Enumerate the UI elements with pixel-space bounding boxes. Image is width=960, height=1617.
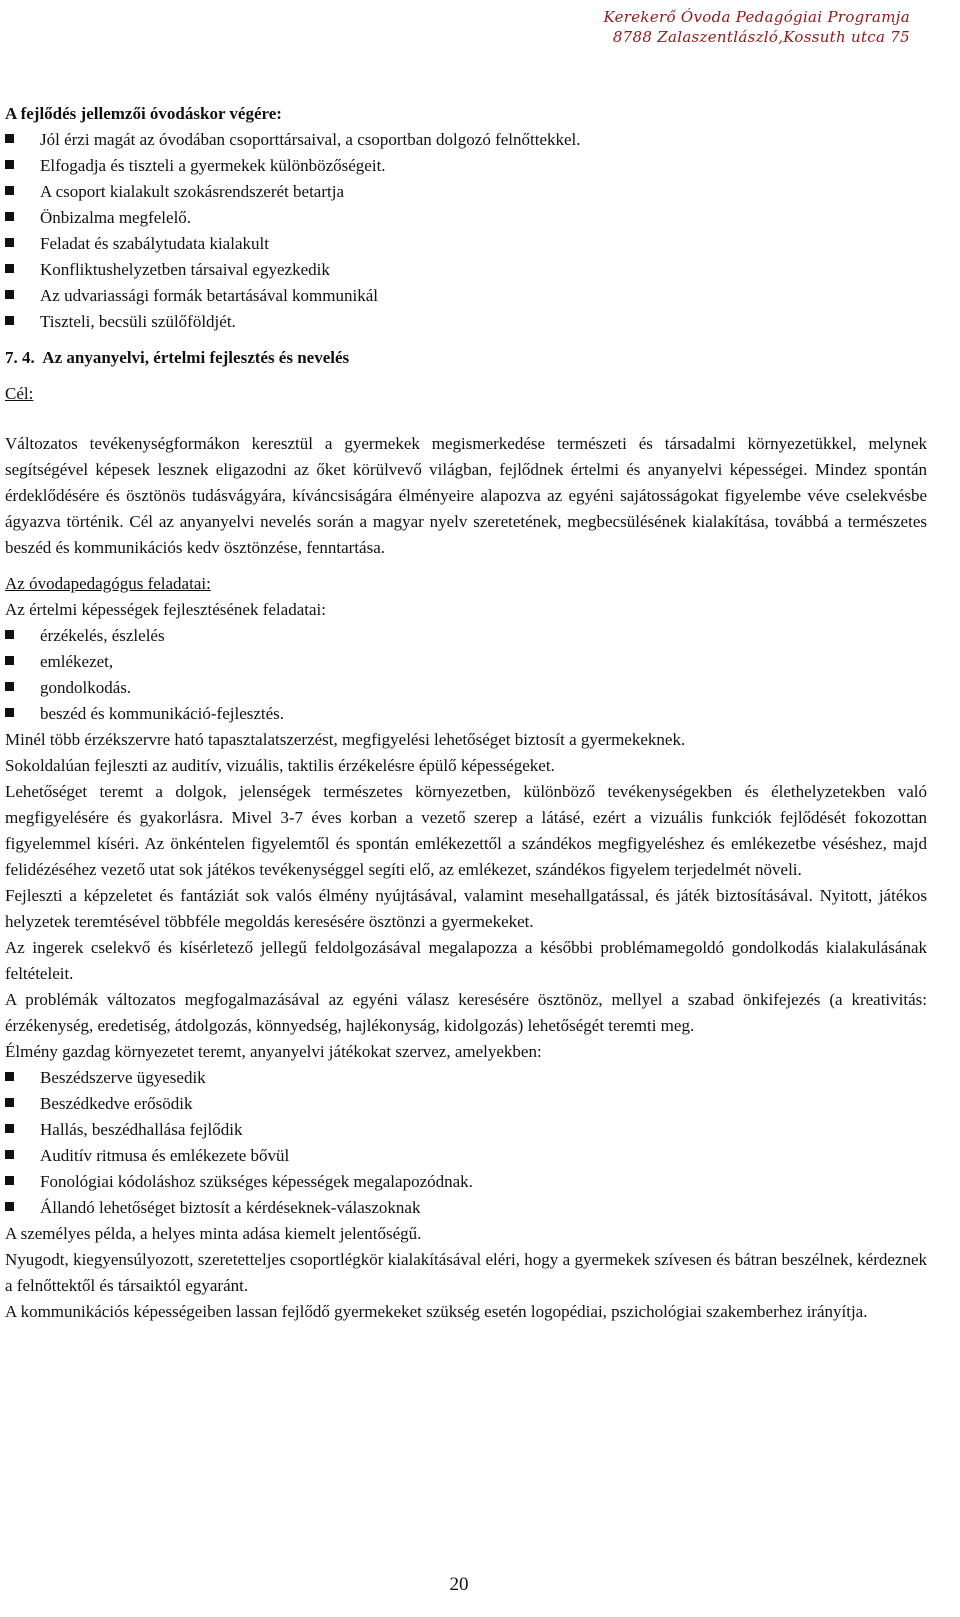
spacer [5,561,927,571]
document-body [5,101,927,1325]
tasks-label: Az óvodapedagógus feladatai: [5,574,211,593]
closing-paragraph: Nyugodt, kiegyensúlyozott, szeretetteljes csoportlégkör kialakításával eléri, hogy a gyermekek szívesen és bátran beszélnek, kérdeznek a felnőttektől és társaiktól egyaránt. [5,1250,927,1295]
spacer [5,371,927,381]
square-bullet-icon [5,212,14,221]
list-item: Konfliktushelyzetben társaival egyezkedik [5,257,927,283]
list-item: emlékezet, [5,649,927,675]
square-bullet-icon [5,1098,14,1107]
square-bullet-icon [5,134,14,143]
list-item: érzékelés, észlelés [5,623,927,649]
list-item: beszéd és kommunikáció-fejlesztés. [5,701,927,727]
header-institution: Kerekerő Óvoda Pedagógiai Programja [603,8,910,26]
section-heading: 7. 4. Az anyanyelvi, értelmi fejlesztés és nevelés [5,348,350,367]
list-item: Állandó lehetőséget biztosít a kérdéseknek-válaszoknak [5,1195,927,1221]
square-bullet-icon [5,682,14,691]
square-bullet-icon [5,1150,14,1159]
body-paragraph: Fejleszti a képzeletet és fantáziát sok valós élmény nyújtásával, valamint mesehallgatással, és játék biztosításával. Nyitott, játékos helyzetek teremtésével többféle megoldás keresésére ösztönzi a gyermekeket. [5,886,927,931]
tasks-list [5,623,927,727]
square-bullet-icon [5,316,14,325]
body-paragraph: Élmény gazdag környezetet teremt, anyanyelvi játékokat szervez, amelyekben: [5,1042,542,1061]
list-item: Hallás, beszédhallása fejlődik [5,1117,927,1143]
square-bullet-icon [5,238,14,247]
page-number: 20 [449,1574,469,1595]
body-paragraph: Lehetőséget teremt a dolgok, jelenségek természetes környezetben, különböző tevékenységekben és élethelyzetekben való megfigyelésére és gyakorlásra. Mivel 3-7 éves korban a vezető szerep a látásé, ezért a vizuális funkciók fejlődését fokozottan figyelemmel kíséri. Az önkéntelen figyelemtől és spontán emlékezettől a szándékos megfigyeléshez és emlékezetbe véséshez, majd felidézéséhez vezető utat sok játékos tevékenységgel segíti elő, az emlékezet, szándékos figyelem terjedelmét növeli. [5,782,927,879]
list-item: A csoport kialakult szokásrendszerét betartja [5,179,927,205]
body-paragraph: Minél több érzékszervre ható tapasztalatszerzést, megfigyelési lehetőséget biztosít a gyermekeknek. [5,730,686,749]
list-item: Beszédszerve ügyesedik [5,1065,927,1091]
list-item: Auditív ritmusa és emlékezete bővül [5,1143,927,1169]
list-item: Tiszteli, becsüli szülőföldjét. [5,309,927,335]
square-bullet-icon [5,1176,14,1185]
list-item: Az udvariassági formák betartásával kommunikál [5,283,927,309]
closing-paragraph: A személyes példa, a helyes minta adása kiemelt jelentőségű. [5,1224,422,1243]
list-item: Elfogadja és tiszteli a gyermekek különbözőségeit. [5,153,927,179]
body-paragraph: Az ingerek cselekvő és kísérletező jellegű feldolgozásával megalapozza a későbbi problémamegoldó gondolkodás kialakulásának feltételeit. [5,938,927,983]
development-list [5,127,927,335]
list-item: Jól érzi magát az óvodában csoporttársaival, a csoportban dolgozó felnőttekkel. [5,127,927,153]
list-item: Fonológiai kódoláshoz szükséges képességek megalapozódnak. [5,1169,927,1195]
list-item: Önbizalma megfelelő. [5,205,927,231]
development-title: A fejlődés jellemzői óvodáskor végére: [5,104,282,123]
goal-paragraph: Változatos tevékenységformákon keresztül a gyermekek megismerkedése természeti és társadalmi környezetükkel, melynek segítségével képesek lesznek eligazodni az őket körülvevő világban, fejlődnek értelmi és anyanyelvi képességei. Mindez spontán érdeklődésére és ösztönös tudásvágyára, kíváncsiságára élményeire alapozva az egyéni sajátosságokat figyelembe véve cselekvésbe ágyazva történik. Cél az anyanyelvi nevelés során a magyar nyelv szeretetének, megbecsülésének kialakítása, továbbá a természetes beszéd és kommunikációs kedv ösztönzése, fenntartása. [5,434,927,557]
tasks-intro: Az értelmi képességek fejlesztésének feladatai: [5,600,326,619]
square-bullet-icon [5,708,14,717]
square-bullet-icon [5,290,14,299]
square-bullet-icon [5,264,14,273]
body-paragraph: A problémák változatos megfogalmazásával az egyéni válasz keresésére ösztönöz, mellyel a szabad önkifejezés (a kreativitás: érzékenység, eredetiség, átdolgozás, könnyedség, hajlékonyság, kidolgozás) lehetőségét teremti meg. [5,990,927,1035]
square-bullet-icon [5,1072,14,1081]
spacer [5,407,927,431]
page-header [604,7,911,47]
goal-label: Cél: [5,384,34,403]
list-item: gondolkodás. [5,675,927,701]
body-paragraph: Sokoldalúan fejleszti az auditív, vizuális, taktilis érzékelésre épülő képességeket. [5,756,555,775]
spacer [5,335,927,345]
list-item: Beszédkedve erősödik [5,1091,927,1117]
list-item: Feladat és szabálytudata kialakult [5,231,927,257]
games-list [5,1065,927,1221]
square-bullet-icon [5,160,14,169]
square-bullet-icon [5,1202,14,1211]
square-bullet-icon [5,656,14,665]
square-bullet-icon [5,1124,14,1133]
closing-paragraph: A kommunikációs képességeiben lassan fejlődő gyermekeket szükség esetén logopédiai, pszichológiai szakemberhez irányítja. [5,1302,868,1321]
square-bullet-icon [5,186,14,195]
square-bullet-icon [5,630,14,639]
header-address: 8788 Zalaszentlászló,Kossuth utca 75 [612,28,910,46]
